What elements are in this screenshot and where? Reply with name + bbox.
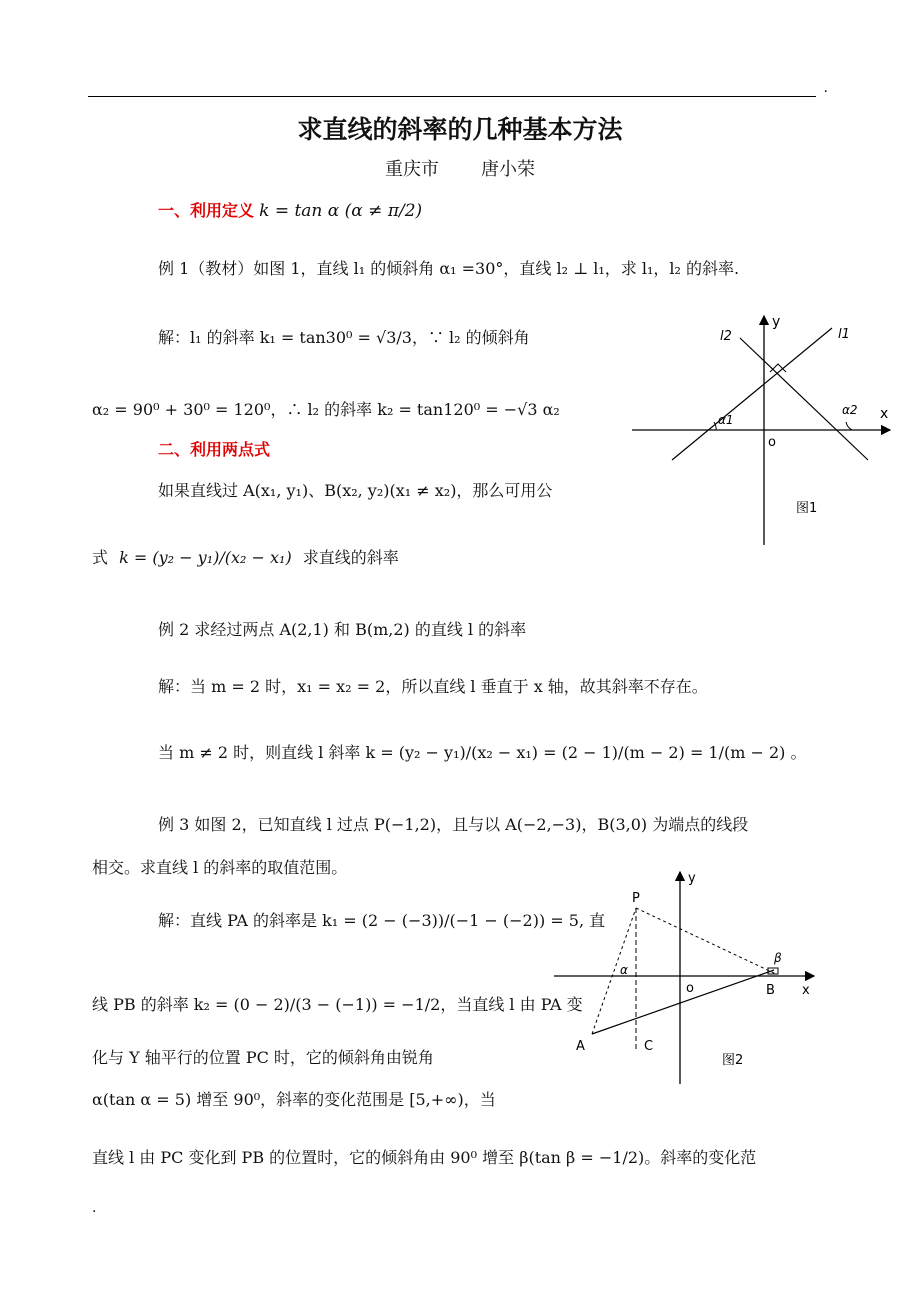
example3-solution-line5: 直线 l 由 PC 变化到 PB 的位置时，它的倾斜角由 90⁰ 增至 β(tan β = −1/2)。斜率的变化范 — [92, 1148, 757, 1167]
figure1-line-l1 — [672, 328, 832, 460]
example2-text: 例 2 求经过两点 A(2,1) 和 B(m,2) 的直线 l 的斜率 — [158, 620, 527, 639]
figure2-label-origin: o — [686, 981, 694, 996]
two-point-suffix: 求直线的斜率 — [302, 548, 399, 567]
header-dot: . — [823, 80, 828, 96]
figure1 — [632, 310, 902, 550]
example3-solution-line4: α(tan α = 5) 增至 90⁰，斜率的变化范围是 [5,+∞)，当 — [92, 1090, 496, 1109]
section2-heading: 二、利用两点式 — [158, 440, 271, 459]
footer-dot: . — [92, 1200, 97, 1216]
two-point-prefix: 式 — [92, 548, 109, 567]
figure1-svg — [632, 310, 902, 550]
two-point-line2 — [92, 545, 399, 568]
figure1-label-origin: o — [768, 435, 776, 450]
example1-solution-line1: 解：l₁ 的斜率 k₁ = tan30⁰ = √3/3，∵ l₂ 的倾斜角 — [158, 328, 530, 347]
figure1-label-y: y — [772, 314, 781, 330]
section1-heading: 一、利用定义 — [158, 201, 255, 220]
example3-line1: 例 3 如图 2，已知直线 l 过点 P(−1,2)，且与以 A(−2,−3)，B(3,0) 为端点的线段 — [158, 815, 749, 834]
two-point-line1: 如果直线过 A(x₁, y₁)、B(x₂, y₂)(x₁ ≠ x₂)，那么可用公 — [158, 481, 553, 500]
author-city: 重庆市 — [385, 159, 439, 180]
figure2-label-c: C — [644, 1039, 654, 1054]
figure2 — [552, 866, 822, 1088]
example3-line2: 相交。求直线 l 的斜率的取值范围。 — [92, 858, 348, 877]
section1-formula: k = tan α (α ≠ π/2) — [259, 201, 423, 221]
figure1-angle-arc2 — [846, 422, 852, 430]
figure1-label-alpha2: α2 — [842, 403, 858, 417]
figure2-label-a: A — [576, 1039, 585, 1054]
figure2-label-p: P — [632, 891, 640, 906]
figure1-label-x: x — [880, 406, 889, 422]
example1-text: 例 1（教材）如图 1，直线 l₁ 的倾斜角 α₁ =30°，直线 l₂ ⊥ l₁，求 l₁，l₂ 的斜率. — [158, 259, 740, 278]
figure2-line-pb — [636, 908, 776, 974]
figure2-label-y: y — [688, 871, 696, 886]
example1-solution-line2: α₂ = 90⁰ + 30⁰ = 120⁰，∴ l₂ 的斜率 k₂ = tan120⁰ = −√3 α₂ — [92, 400, 560, 419]
figure2-svg — [552, 866, 822, 1088]
example3-solution-line2: 线 PB 的斜率 k₂ = (0 − 2)/(3 − (−1)) = −1/2，当直线 l 由 PA 变 — [92, 995, 583, 1014]
figure1-label-alpha1: α1 — [718, 413, 734, 427]
figure2-caption: 图2 — [722, 1053, 744, 1068]
figure1-line-l2 — [740, 338, 868, 460]
two-point-formula: k = (y₂ − y₁)/(x₂ − x₁) — [119, 548, 292, 567]
section1-heading-line — [158, 198, 422, 221]
page-title: 求直线的斜率的几种基本方法 — [297, 115, 623, 144]
figure2-label-x: x — [802, 983, 810, 998]
figure2-label-alpha: α — [620, 963, 628, 977]
example3-solution-line3: 化与 Y 轴平行的位置 PC 时，它的倾斜角由锐角 — [92, 1048, 434, 1067]
header-rule — [88, 96, 816, 97]
figure2-line-pa — [592, 908, 636, 1034]
example3-solution-line1: 解：直线 PA 的斜率是 k₁ = (2 − (−3))/(−1 − (−2)) = 5, 直 — [158, 911, 606, 930]
example2-solution-line2: 当 m ≠ 2 时，则直线 l 斜率 k = (y₂ − y₁)/(x₂ − x₁) = (2 − 1)/(m − 2) = 1/(m − 2) 。 — [158, 743, 807, 762]
figure1-label-l1: l1 — [838, 327, 850, 342]
figure2-label-beta: β — [774, 951, 782, 965]
figure2-segment-ab — [592, 970, 774, 1034]
figure2-label-b: B — [766, 983, 775, 998]
example2-solution-line1: 解：当 m = 2 时，x₁ = x₂ = 2，所以直线 l 垂直于 x 轴，故其斜率不存在。 — [158, 677, 708, 696]
author-name: 唐小荣 — [481, 159, 535, 180]
author-line — [0, 155, 920, 181]
figure1-caption: 图1 — [796, 501, 818, 516]
figure1-label-l2: l2 — [720, 329, 732, 344]
